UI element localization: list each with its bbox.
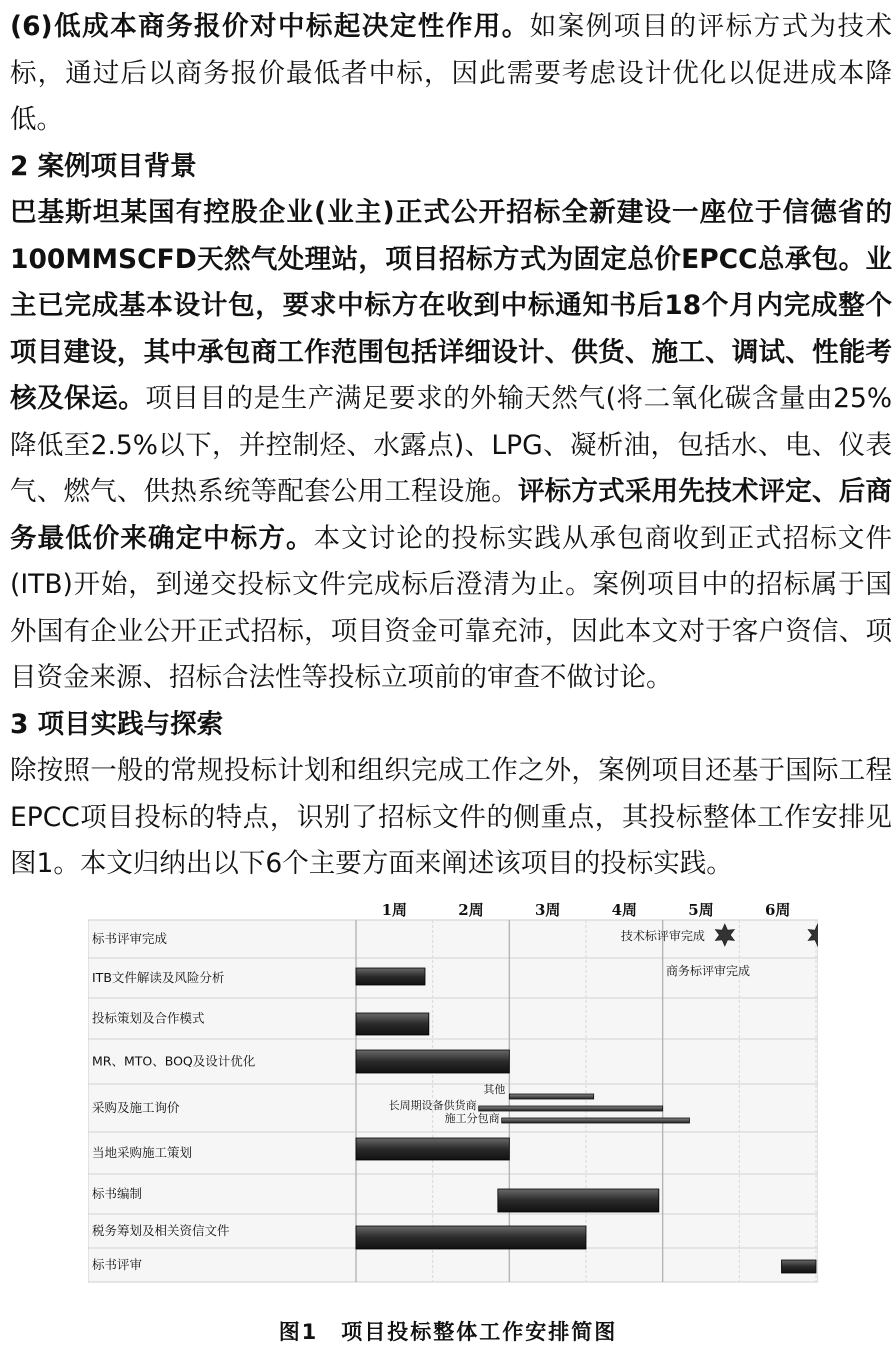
sub-label-subcontractor: 施工分包商 — [444, 1112, 500, 1125]
gantt-bar — [356, 1050, 509, 1073]
bold-lead: (6)低成本商务报价对中标起决定性作用。 — [10, 11, 530, 42]
row-label: 标书评审完成 — [92, 931, 168, 946]
gantt-bar — [356, 968, 425, 985]
row-label: 当地采购施工策划 — [92, 1145, 193, 1160]
sub-label-long-lead: 长周期设备供货商 — [388, 1099, 477, 1112]
row-label: 投标策划及合作模式 — [92, 1010, 205, 1026]
row-label: 税务筹划及相关资信文件 — [92, 1223, 230, 1238]
row-label: 标书评审 — [92, 1257, 143, 1272]
gantt-bar — [498, 1189, 659, 1212]
week-label: 3周 — [534, 901, 561, 919]
figure-caption: 图1 项目投标整体工作安排简图 — [278, 1320, 618, 1344]
paragraph-practice: 除按照一般的常规投标计划和组织完成工作之外，案例项目还基于国际工程EPCC项目投标的特点，识别了招标文件的侧重点，其投标整体工作安排见图1。本文归纳出以下6个主要方面来阐述该项目的投标实践。 — [10, 755, 892, 879]
paragraph-background — [10, 190, 892, 702]
gantt-chart — [88, 896, 818, 1286]
paragraph-text: 本文讨论的投标实践从承包商收到正式招标文件(ITB)开始，到递交投标文件完成标后澄清为止。案例项目中的招标属于国外国有企业公开正式招标，项目资金可靠充沛，因此本文对于客户资信、项目资金来源、招标合法性等投标立项前的审查不做讨论。 — [10, 522, 893, 693]
week-label: 5周 — [688, 901, 714, 919]
paragraph-text: 项目目的是生产满足要求的外输天然气(将二氧化碳含量由25%降低至2.5%以下，并控制烃、水露点)、LPG、凝析油，包括水、电、仪表气、燃气、供热系统等配套公用工程设施。 — [10, 383, 893, 507]
gantt-bar-thin — [502, 1118, 690, 1123]
paragraph-cost-factor — [10, 4, 892, 144]
bold-text: 巴基斯坦某国有控股企业(业主)正式公开招标全新建设一座位于信德省的100MMSCFD天然气处理站，项目招标方式为固定总价EPCC总承包。业主已完成基本设计包，要求中标方在收到中标通知书后18个月内完成整个项目建设，其中承包商工作范围包括详细设计、供货、施工、调试、性能考核及保运。 — [10, 197, 892, 414]
bold-text: 评标方式采用先技术评定、后商务最低价来确定中标方。 — [10, 476, 892, 554]
week-label: 6周 — [764, 901, 791, 919]
gantt-bar-thin — [479, 1106, 663, 1111]
week-label: 4周 — [611, 901, 638, 919]
row-label: ITB文件解读及风险分析 — [92, 970, 225, 985]
gantt-bar — [356, 1013, 429, 1035]
gantt-bar — [356, 1226, 586, 1249]
gantt-bar-thin — [509, 1094, 593, 1099]
gantt-bar — [782, 1260, 817, 1273]
sub-label-other: 其他 — [483, 1083, 506, 1096]
paragraph-text: 如案例项目的评标方式为技术标，通过后以商务报价最低者中标，因此需要考虑设计优化以促进成本降低。 — [10, 11, 892, 135]
row-label: 采购及施工询价 — [92, 1100, 180, 1115]
milestone-label-commercial: 商务标评审完成 — [665, 964, 751, 978]
row-label: MR、MTO、BOQ及设计优化 — [92, 1053, 256, 1069]
week-label: 1周 — [381, 901, 408, 919]
section-heading-background: 2 案例项目背景 — [10, 150, 197, 182]
article-body — [10, 4, 892, 888]
milestone-label-technical: 技术标评审完成 — [620, 929, 705, 943]
section-heading-practice: 3 项目实践与探索 — [10, 708, 224, 740]
week-label: 2周 — [458, 901, 484, 919]
row-label: 标书编制 — [92, 1186, 143, 1201]
gantt-figure — [88, 896, 818, 1286]
gantt-bar — [356, 1138, 509, 1160]
